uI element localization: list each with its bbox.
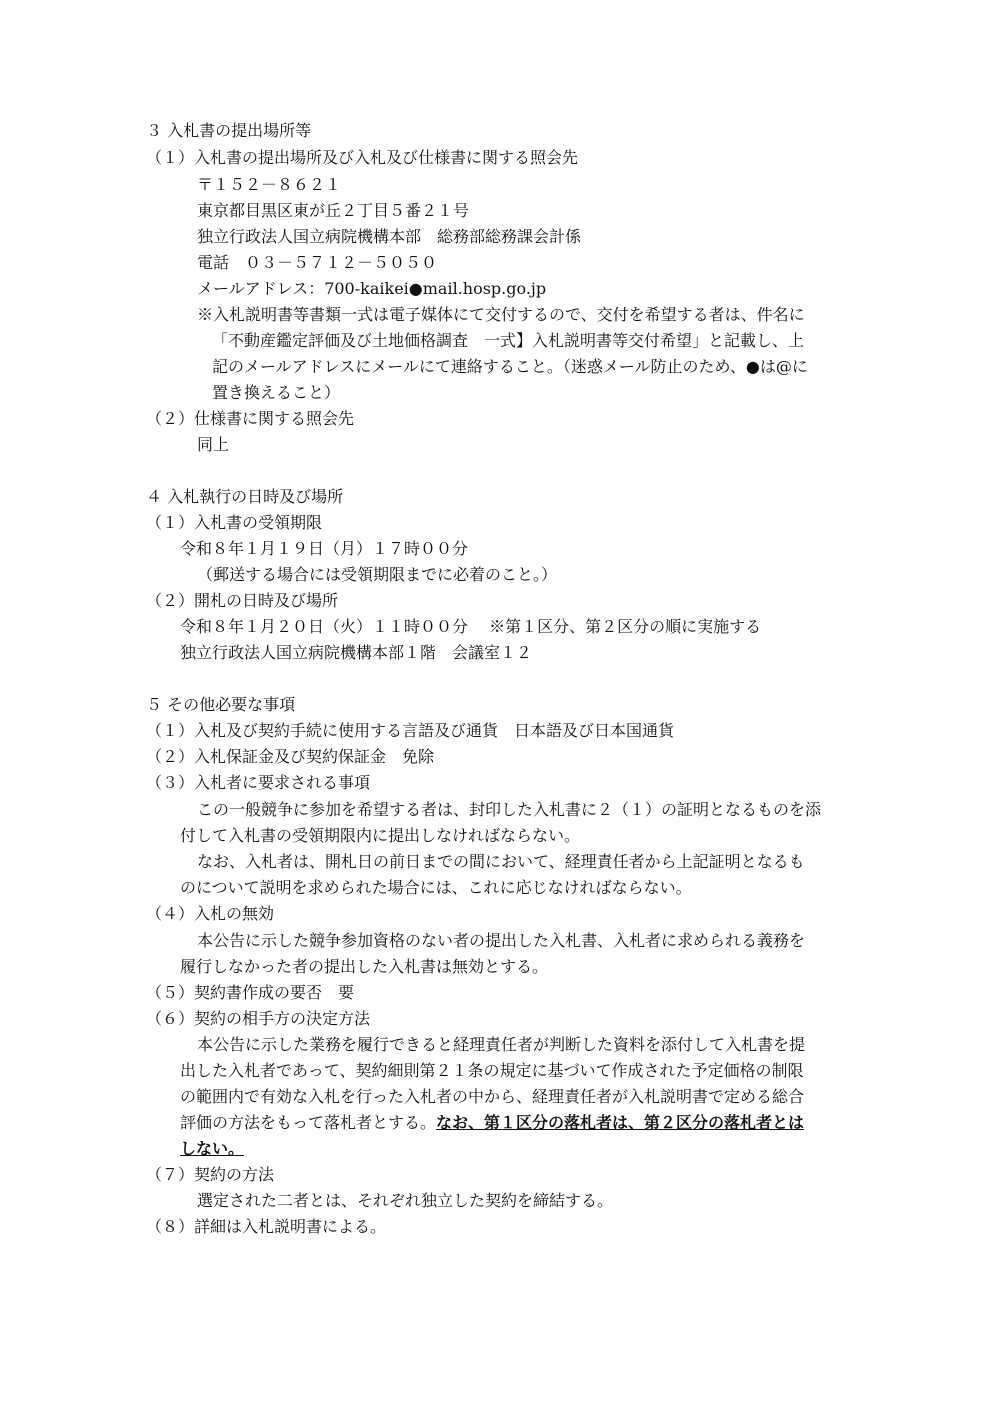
address: 東京都目黒区東が丘２丁目５番２１号 [197, 201, 470, 220]
opening-datetime: 令和８年１月２０日（火）１１時００分 ※第１区分、第２区分の順に実施する [180, 617, 762, 636]
note-line: 記のメールアドレスにメールにて連絡すること。（迷惑メール防止のため、●は@に [212, 357, 808, 376]
paragraph-line: 出した入札者であって、契約細則第２１条の規定に基づいて作成された予定価格の制限 [180, 1061, 804, 1080]
paragraph-line: 履行しなかった者の提出した入札書は無効とする。 [180, 957, 549, 976]
emphasized-text: なお、第１区分の落札者は、第２区分の落札者とは [436, 1113, 805, 1132]
s5-item1: （１）入札及び契約手続に使用する言語及び通貨 日本語及び日本国通貨 [146, 721, 675, 740]
s5-item7-label: （７）契約の方法 [146, 1165, 275, 1184]
s5-item6-label: （６）契約の相手方の決定方法 [146, 1009, 371, 1028]
s4-item2-label: （２）開札の日時及び場所 [146, 591, 339, 610]
emphasized-text: しない。 [180, 1139, 245, 1158]
paragraph-line: 付して入札書の受領期限内に提出しなければならない。 [180, 826, 581, 845]
s5-item5: （５）契約書作成の要否 要 [146, 983, 355, 1002]
opening-place: 独立行政法人国立病院機構本部１階 会議室１２ [180, 643, 533, 662]
paragraph-line [180, 1110, 804, 1136]
paragraph-line: 本公告に示した業務を履行できると経理責任者が判断した資料を添付して入札書を提 [197, 1035, 806, 1054]
s5-item8: （８）詳細は入札説明書による。 [146, 1217, 387, 1236]
s5-item4-label: （４）入札の無効 [146, 904, 275, 923]
deadline-datetime: 令和８年１月１９日（月）１７時００分 [180, 539, 469, 558]
note-line: 置き換えること） [212, 383, 341, 402]
postal-code: 〒１５２－８６２１ [197, 175, 342, 194]
note-line: ※入札説明書等書類一式は電子媒体にて交付するので、交付を希望する者は、件名に [197, 305, 805, 324]
s4-item1-label: （１）入札書の受領期限 [146, 513, 323, 532]
deadline-note: （郵送する場合には受領期限までに必着のこと。） [197, 565, 558, 584]
paragraph-line: の範囲内で有効な入札を行った入札者の中から、経理責任者が入札説明書で定める総合 [180, 1087, 805, 1106]
email-address: メールアドレス：700-kaikei●mail.hosp.go.jp [197, 279, 547, 298]
s5-item2: （２）入札保証金及び契約保証金 免除 [146, 747, 435, 766]
paragraph-text: 評価の方法をもって落札者とする。 [180, 1113, 437, 1132]
section-5-heading: ５ その他必要な事項 [146, 695, 296, 714]
s3-item2-value: 同上 [197, 435, 230, 454]
note-line: 「不動産鑑定評価及び土地価格調査 一式】入札説明書等交付希望」と記載し、上 [212, 331, 805, 350]
paragraph-line: なお、入札者は、開札日の前日までの間において、経理責任者から上記証明となるも [197, 852, 805, 871]
paragraph-line: 本公告に示した競争参加資格のない者の提出した入札書、入札者に求められる義務を [197, 931, 806, 950]
s5-item3-label: （３）入札者に要求される事項 [146, 773, 371, 792]
s5-item7-value: 選定された二者とは、それぞれ独立した契約を締結する。 [197, 1191, 614, 1210]
paragraph-line: この一般競争に参加を希望する者は、封印した入札書に２（１）の証明となるものを添 [197, 800, 822, 819]
section-4-heading: ４ 入札執行の日時及び場所 [146, 487, 344, 506]
paragraph-line: のについて説明を求められた場合には、これに応じなければならない。 [180, 878, 692, 897]
organization: 独立行政法人国立病院機構本部 総務部総務課会計係 [197, 227, 582, 246]
section-3-heading: ３ 入札書の提出場所等 [146, 121, 312, 140]
s3-item1-label: （１）入札書の提出場所及び入札及び仕様書に関する照会先 [146, 148, 579, 167]
phone-number: 電話 ０３－５７１２－５０５０ [197, 253, 438, 272]
s3-item2-label: （２）仕様書に関する照会先 [146, 409, 355, 428]
